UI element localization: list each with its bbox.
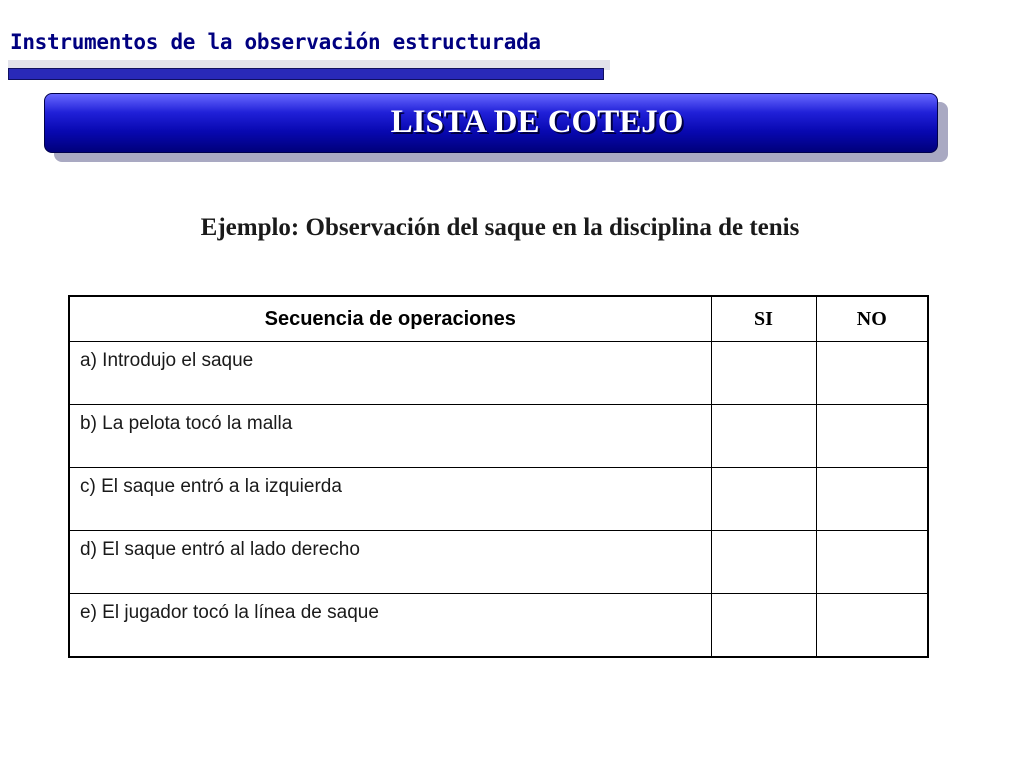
no-cell[interactable] [816,405,928,468]
no-cell[interactable] [816,594,928,658]
row-label: b) La pelota tocó la malla [80,413,293,434]
table-row [69,405,928,468]
subtitle: Ejemplo: Observación del saque en la disciplina de tenis [200,214,800,241]
row-label: a) Introdujo el saque [80,350,254,371]
table-row [69,531,928,594]
row-label: e) El jugador tocó la línea de saque [80,602,379,623]
si-cell[interactable] [711,531,816,594]
banner-title: LISTA DE COTEJO [390,104,684,140]
table-header-row [69,296,928,342]
table-row [69,594,928,658]
header-si: SI [711,296,816,342]
header-bar [8,68,604,80]
table-row [69,468,928,531]
row-label: d) El saque entró al lado derecho [80,539,360,560]
no-cell[interactable] [816,342,928,405]
no-cell[interactable] [816,468,928,531]
si-cell[interactable] [711,594,816,658]
si-cell[interactable] [711,342,816,405]
row-label-cell [69,594,711,658]
table-row [69,342,928,405]
si-cell[interactable] [711,405,816,468]
si-cell[interactable] [711,468,816,531]
header-title: Instrumentos de la observación estructurada [10,30,541,54]
header-sequence: Secuencia de operaciones [69,296,711,342]
row-label-cell [69,531,711,594]
row-label: c) El saque entró a la izquierda [80,476,342,497]
row-label-cell [69,468,711,531]
row-label-cell [69,405,711,468]
row-label-cell [69,342,711,405]
no-cell[interactable] [816,531,928,594]
header-no: NO [816,296,928,342]
checklist-table [68,295,929,658]
